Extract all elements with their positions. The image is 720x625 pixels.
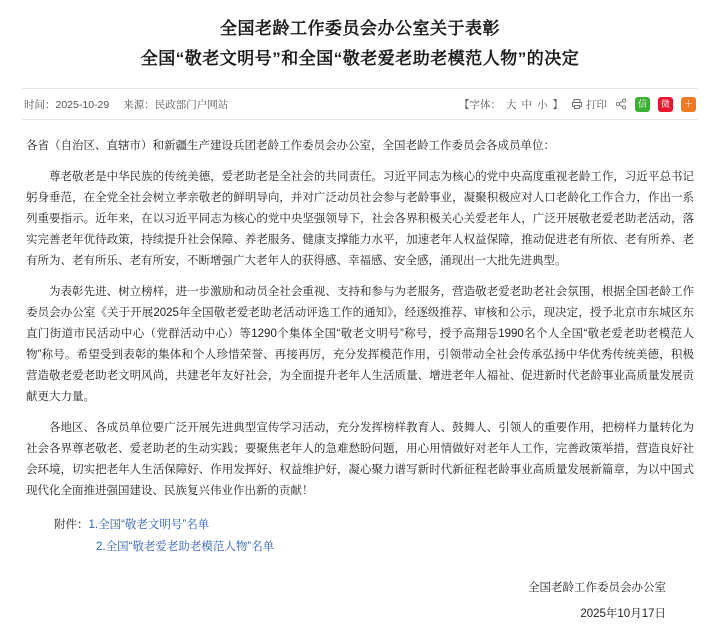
- title-line-2: 全国“敬老文明号”和全国“敬老爱老助老模范人物”的决定: [140, 49, 580, 68]
- publish-source: 来源：民政部门户网站: [123, 98, 229, 111]
- print-button[interactable]: [571, 97, 607, 112]
- print-label: 打印: [586, 98, 607, 111]
- weibo-share-glyph: 微: [660, 98, 670, 109]
- font-size-small-button[interactable]: 小: [537, 98, 548, 111]
- wechat-share-icon[interactable]: [635, 97, 650, 112]
- document-signature: 全国老龄工作委员会办公室: [528, 582, 666, 594]
- publish-time: 时间：2025-10-29: [24, 98, 110, 111]
- meta-right-group: [459, 97, 696, 112]
- font-size-medium-button[interactable]: 中: [521, 98, 532, 111]
- printer-icon: [571, 98, 583, 110]
- paragraph-3: 各地区、各成员单位要广泛开展先进典型宣传学习活动，充分发挥榜样教育人、鼓舞人、引领人的重要作用，把榜样力量转化为社会各界尊老敬老、爱老助老的生动实践；要聚焦老年人的急难愁盼问题，用心用情做好对老年人工作，完善政策举措，营造良好社会环境，切实把老年人生活保障好、作用发挥好、权益维护好，凝心聚力谱写新时代新征程老龄事业高质量发展新篇章，为以中国式现代化全面推进强国建设、民族复兴伟业作出新的贡献！: [26, 422, 694, 497]
- meta-left-group: [24, 97, 228, 112]
- weibo-share-icon[interactable]: [658, 97, 673, 112]
- paragraph-salutation: 各省（自治区、直辖市）和新疆生产建设兵团老龄工作委员会办公室，全国老龄工作委员会各成员单位：: [26, 140, 555, 152]
- font-size-large-button[interactable]: 大: [506, 98, 517, 111]
- document-title: [0, 0, 720, 74]
- font-size-label: 【字体：: [459, 98, 501, 111]
- meta-bar: [22, 88, 698, 120]
- attachment-row-2: [54, 536, 694, 558]
- attachment-row-1: [54, 514, 694, 536]
- paragraph-1: 尊老敬老是中华民族的传统美德，爱老助老是全社会的共同责任。习近平同志为核心的党中央高度重视老龄工作，习近平总书记躬身垂范，在全党全社会树立孝亲敬老的鲜明导向，并对广泛动员社会参与老龄事业，凝聚积极应对人口老龄化工作合力，作出一系列重要指示。近年来，在以习近平同志为核心的党中央坚强领导下，社会各界积极关心关爱老年人，广泛开展敬老爱老助老活动，落实完善老年优待政策，持续提升社会保障、养老服务、健康支撑能力水平，加速老年人权益保障，推动促进老有所依、老有所养、老有所为、老有所乐、老有所安，不断增强广大老年人的获得感、幸福感、安全感，涌现出一大批先进典型。: [26, 171, 694, 267]
- attachments-label: 附件：: [54, 519, 89, 531]
- font-size-controls: [459, 97, 563, 112]
- font-size-bracket-close: 】: [552, 98, 563, 111]
- title-line-1: 全国老龄工作委员会办公室关于表彰: [220, 19, 500, 38]
- paragraph-2: 为表彰先进、树立榜样，进一步激励和动员全社会重视、支持和参与为老服务，营造敬老爱老助老社会氛围，根据全国老龄工作委员会办公室《关于开展2025年全国敬老爱老助老活动评选工作的通知》，经逐级推荐、审核和公示，现决定，授予北京市东城区东直门街道市民活动中心（党群活动中心）等1290个集体全国“敬老文明号”称号，授予高翔등1990名个人全国“敬老爱老助老模范人物”称号。希望受到表彰的集体和个人珍惜荣誉、再接再厉，充分发挥模范作用，引领带动全社会传承弘扬中华优秀传统美德，积极营造敬老爱老助老文明风尚，共建老年友好社会，为全面提升老年人生活质量、增进老年人福祉、促进新时代老龄事业高质量发展贡献更大力量。: [26, 286, 694, 403]
- more-share-glyph: ＋: [683, 98, 693, 109]
- more-share-icon[interactable]: [681, 97, 696, 112]
- attachments-section: [26, 514, 694, 558]
- document-date: 2025年10月17日: [580, 608, 666, 620]
- attachment-link-2[interactable]: 2.全国“敬老爱老助老模范人物”名单: [96, 541, 275, 553]
- wechat-share-glyph: 信: [637, 98, 647, 109]
- share-icon[interactable]: [615, 98, 627, 110]
- attachment-link-1[interactable]: 1.全国“敬老文明号”名单: [88, 519, 210, 531]
- document-body: [0, 120, 720, 625]
